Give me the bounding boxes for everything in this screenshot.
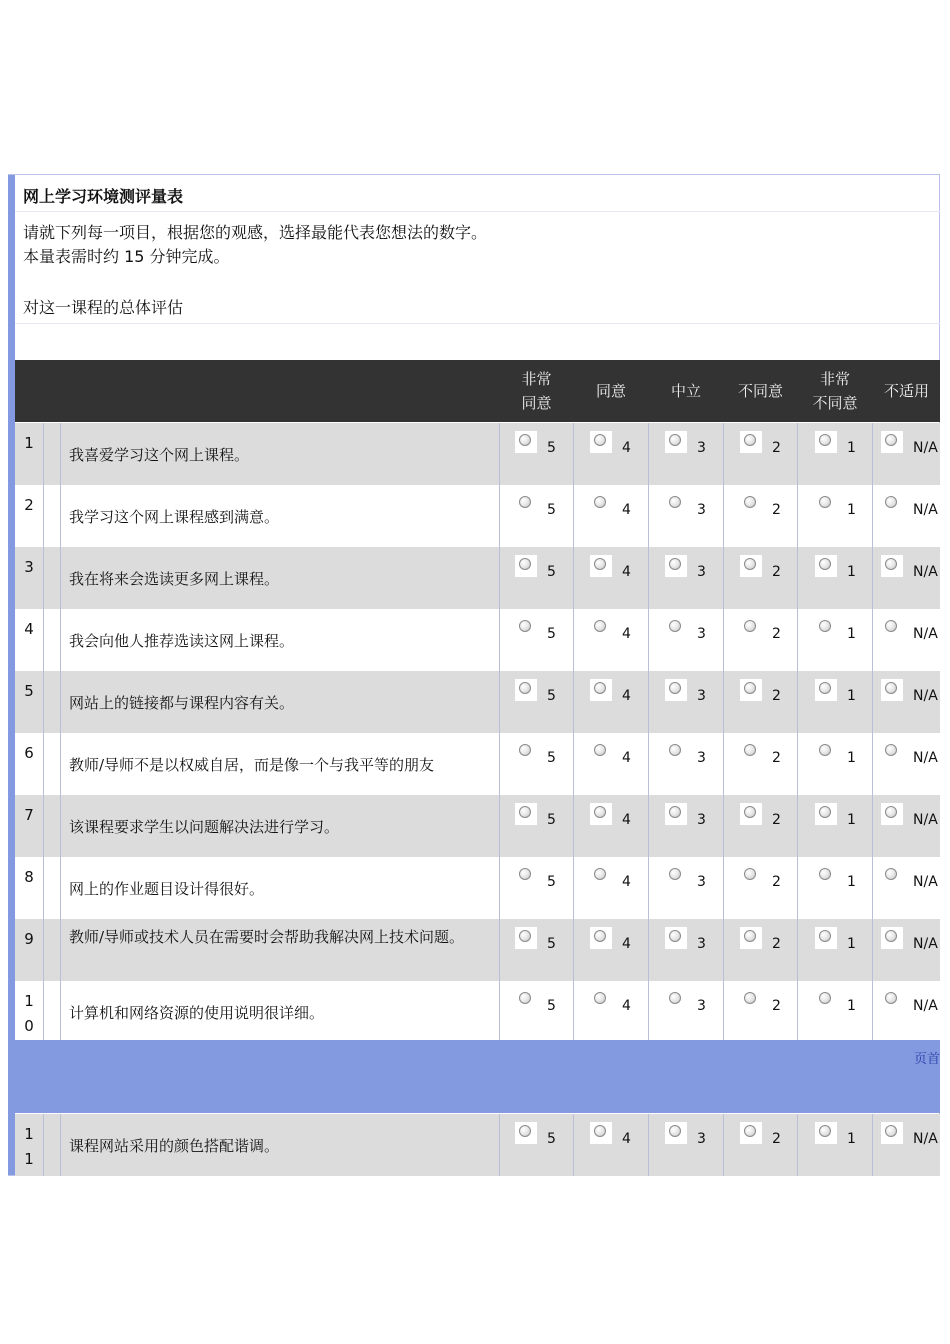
radio-button-icon[interactable] <box>594 806 606 818</box>
rating-option[interactable] <box>881 803 941 833</box>
rating-value-label: 5 <box>547 936 556 952</box>
rating-option[interactable] <box>515 989 575 1019</box>
column-divider <box>60 733 61 795</box>
column-divider <box>60 795 61 857</box>
radio-button-icon[interactable] <box>519 930 531 942</box>
rating-option[interactable] <box>740 865 800 895</box>
question-text: 网站上的链接都与课程内容有关。 <box>69 694 295 712</box>
rating-value-label: 5 <box>547 502 556 518</box>
column-divider <box>60 609 61 671</box>
radio-button-icon[interactable] <box>519 992 531 1004</box>
rating-option[interactable] <box>665 679 725 709</box>
column-divider <box>43 547 44 609</box>
rating-option[interactable] <box>815 679 875 709</box>
column-divider <box>499 609 500 671</box>
rating-value-label: 2 <box>772 502 781 518</box>
rating-value-label: 1 <box>847 440 856 456</box>
radio-button-icon[interactable] <box>669 868 681 880</box>
rating-value-label: 4 <box>622 440 631 456</box>
column-divider <box>499 733 500 795</box>
question-text: 教师/导师或技术人员在需要时会帮助我解决网上技术问题。 <box>69 928 465 946</box>
rating-value-label: 5 <box>547 1131 556 1147</box>
rating-value-label: N/A <box>913 502 938 518</box>
rating-option[interactable] <box>590 1122 650 1152</box>
column-divider <box>43 609 44 671</box>
rating-option[interactable] <box>590 555 650 585</box>
column-divider <box>60 423 61 485</box>
rating-value-label: 5 <box>547 688 556 704</box>
radio-button-icon[interactable] <box>519 744 531 756</box>
column-divider <box>43 1114 44 1176</box>
column-divider <box>499 423 500 485</box>
table-row <box>15 423 940 485</box>
column-divider <box>499 1114 500 1176</box>
radio-button-icon[interactable] <box>594 868 606 880</box>
radio-button-icon[interactable] <box>669 1125 681 1137</box>
radio-button-icon[interactable] <box>519 620 531 632</box>
rating-option[interactable] <box>881 679 941 709</box>
rating-value-label: N/A <box>913 936 938 952</box>
rating-value-label: 2 <box>772 750 781 766</box>
rating-option[interactable] <box>665 803 725 833</box>
radio-button-icon[interactable] <box>519 682 531 694</box>
radio-button-icon[interactable] <box>885 434 897 446</box>
radio-button-icon[interactable] <box>594 434 606 446</box>
rating-option[interactable] <box>815 989 875 1019</box>
table-row <box>15 795 940 857</box>
rating-value-label: 1 <box>847 626 856 642</box>
header-agree: 同意 <box>595 382 626 400</box>
rating-option[interactable] <box>515 865 575 895</box>
rating-value-label: 2 <box>772 1131 781 1147</box>
rating-option[interactable] <box>515 741 575 771</box>
header-disagree: 不同意 <box>737 382 783 400</box>
rating-value-label: 2 <box>772 440 781 456</box>
column-divider <box>43 919 44 981</box>
question-number: 4 <box>24 620 34 638</box>
question-text: 我会向他人推荐选读这网上课程。 <box>69 632 295 650</box>
rating-option[interactable] <box>590 617 650 647</box>
radio-button-icon[interactable] <box>519 806 531 818</box>
rating-value-label: 1 <box>847 874 856 890</box>
radio-button-icon[interactable] <box>885 620 897 632</box>
question-text: 我学习这个网上课程感到满意。 <box>69 508 280 526</box>
radio-button-icon[interactable] <box>594 496 606 508</box>
rating-option[interactable] <box>740 803 800 833</box>
rating-value-label: 4 <box>622 874 631 890</box>
rating-option[interactable] <box>881 865 941 895</box>
column-divider <box>60 981 61 1043</box>
intro-line-2: 本量表需时约 15 分钟完成。 <box>23 247 230 266</box>
radio-button-icon[interactable] <box>594 682 606 694</box>
column-divider <box>60 857 61 919</box>
radio-button-icon[interactable] <box>819 682 831 694</box>
rating-value-label: 4 <box>622 564 631 580</box>
rating-value-label: 2 <box>772 564 781 580</box>
rating-option[interactable] <box>590 865 650 895</box>
rating-option[interactable] <box>740 741 800 771</box>
column-divider <box>43 795 44 857</box>
header-strongly-agree: 非常 同意 <box>521 370 552 412</box>
radio-button-icon[interactable] <box>669 682 681 694</box>
rating-value-label: 4 <box>622 502 631 518</box>
rating-option[interactable] <box>665 1122 725 1152</box>
column-divider <box>499 857 500 919</box>
rating-option[interactable] <box>665 741 725 771</box>
rating-option[interactable] <box>740 989 800 1019</box>
rating-value-label: 4 <box>622 688 631 704</box>
divider <box>15 323 940 324</box>
header-strongly-disagree: 非常 不同意 <box>812 370 858 412</box>
rating-value-label: 4 <box>622 1131 631 1147</box>
rating-value-label: 3 <box>697 750 706 766</box>
rating-option[interactable] <box>590 741 650 771</box>
rating-option[interactable] <box>815 617 875 647</box>
rating-value-label: 3 <box>697 688 706 704</box>
rating-option[interactable] <box>665 865 725 895</box>
rating-option[interactable] <box>590 679 650 709</box>
rating-value-label: 3 <box>697 812 706 828</box>
rating-value-label: 4 <box>622 998 631 1014</box>
question-text: 该课程要求学生以问题解决法进行学习。 <box>69 818 340 836</box>
column-divider <box>60 547 61 609</box>
question-number: 5 <box>24 682 34 700</box>
radio-button-icon[interactable] <box>744 744 756 756</box>
rating-option[interactable] <box>515 555 575 585</box>
table-header <box>15 360 940 422</box>
question-text: 网上的作业题目设计得很好。 <box>69 880 265 898</box>
rating-option[interactable] <box>590 431 650 461</box>
rating-value-label: 5 <box>547 812 556 828</box>
rating-option[interactable] <box>515 493 575 523</box>
radio-button-icon[interactable] <box>519 1125 531 1137</box>
rating-value-label: N/A <box>913 440 938 456</box>
rating-value-label: 2 <box>772 874 781 890</box>
radio-button-icon[interactable] <box>594 930 606 942</box>
rating-option[interactable] <box>881 989 941 1019</box>
radio-button-icon[interactable] <box>885 930 897 942</box>
table-row <box>15 1114 940 1176</box>
rating-value-label: 4 <box>622 626 631 642</box>
rating-value-label: 1 <box>847 1131 856 1147</box>
question-number: 3 <box>24 558 34 576</box>
question-text: 我喜爱学习这个网上课程。 <box>69 446 250 464</box>
rating-option[interactable] <box>740 679 800 709</box>
rating-option[interactable] <box>815 741 875 771</box>
radio-button-icon[interactable] <box>819 992 831 1004</box>
header-not-applicable: 不适用 <box>883 382 929 400</box>
rating-value-label: 1 <box>847 936 856 952</box>
column-divider <box>43 423 44 485</box>
rating-value-label: 3 <box>697 998 706 1014</box>
rating-value-label: N/A <box>913 998 938 1014</box>
rating-option[interactable] <box>665 493 725 523</box>
table-row <box>15 919 940 981</box>
column-divider <box>499 485 500 547</box>
rating-option[interactable] <box>815 803 875 833</box>
question-number: 6 <box>24 744 34 762</box>
question-number: 1 <box>24 434 34 452</box>
rating-value-label: 5 <box>547 874 556 890</box>
question-number: 8 <box>24 868 34 886</box>
radio-button-icon[interactable] <box>669 496 681 508</box>
rating-option[interactable] <box>881 431 941 461</box>
radio-button-icon[interactable] <box>669 744 681 756</box>
radio-button-icon[interactable] <box>744 1125 756 1137</box>
question-text: 我在将来会选读更多网上课程。 <box>69 570 280 588</box>
rating-value-label: N/A <box>913 688 938 704</box>
rating-option[interactable] <box>515 1122 575 1152</box>
rating-option[interactable] <box>590 803 650 833</box>
rating-value-label: 3 <box>697 1131 706 1147</box>
rating-option[interactable] <box>881 741 941 771</box>
column-divider <box>43 733 44 795</box>
rating-value-label: N/A <box>913 564 938 580</box>
table-row <box>15 981 940 1043</box>
rating-option[interactable] <box>665 989 725 1019</box>
rating-option[interactable] <box>515 927 575 957</box>
rating-value-label: 1 <box>847 688 856 704</box>
table-row <box>15 485 940 547</box>
radio-button-icon[interactable] <box>669 558 681 570</box>
radio-button-icon[interactable] <box>885 992 897 1004</box>
rating-value-label: 3 <box>697 440 706 456</box>
rating-option[interactable] <box>665 617 725 647</box>
table-row <box>15 733 940 795</box>
rating-value-label: N/A <box>913 1131 938 1147</box>
rating-value-label: 2 <box>772 812 781 828</box>
column-divider <box>499 919 500 981</box>
rating-option[interactable] <box>881 555 941 585</box>
radio-button-icon[interactable] <box>744 992 756 1004</box>
intro-line-1: 请就下列每一项目，根据您的观感，选择最能代表您想法的数字。 <box>23 223 488 242</box>
rating-value-label: 3 <box>697 502 706 518</box>
radio-button-icon[interactable] <box>744 868 756 880</box>
rating-value-label: 5 <box>547 750 556 766</box>
radio-button-icon[interactable] <box>669 930 681 942</box>
table-row <box>15 609 940 671</box>
radio-button-icon[interactable] <box>819 868 831 880</box>
rating-value-label: 1 <box>847 564 856 580</box>
radio-button-icon[interactable] <box>744 496 756 508</box>
rating-value-label: 2 <box>772 626 781 642</box>
question-number: 7 <box>24 806 34 824</box>
column-divider <box>499 671 500 733</box>
column-divider <box>43 981 44 1043</box>
radio-button-icon[interactable] <box>885 558 897 570</box>
question-number: 2 <box>24 496 34 514</box>
rating-value-label: 3 <box>697 874 706 890</box>
radio-button-icon[interactable] <box>819 930 831 942</box>
column-divider <box>60 671 61 733</box>
radio-button-icon[interactable] <box>819 558 831 570</box>
rating-value-label: N/A <box>913 812 938 828</box>
rating-option[interactable] <box>815 865 875 895</box>
rating-option[interactable] <box>665 555 725 585</box>
radio-button-icon[interactable] <box>669 992 681 1004</box>
radio-button-icon[interactable] <box>819 620 831 632</box>
radio-button-icon[interactable] <box>519 868 531 880</box>
rating-value-label: 2 <box>772 998 781 1014</box>
divider <box>15 211 940 212</box>
rating-value-label: 4 <box>622 936 631 952</box>
rating-value-label: N/A <box>913 750 938 766</box>
radio-button-icon[interactable] <box>594 1125 606 1137</box>
rating-option[interactable] <box>740 555 800 585</box>
radio-button-icon[interactable] <box>669 434 681 446</box>
rating-option[interactable] <box>815 555 875 585</box>
radio-button-icon[interactable] <box>519 558 531 570</box>
radio-button-icon[interactable] <box>744 558 756 570</box>
radio-button-icon[interactable] <box>885 682 897 694</box>
rating-option[interactable] <box>665 431 725 461</box>
question-text: 课程网站采用的颜色搭配谐调。 <box>69 1137 280 1155</box>
rating-option[interactable] <box>881 493 941 523</box>
rating-option[interactable] <box>740 493 800 523</box>
radio-button-icon[interactable] <box>819 496 831 508</box>
radio-button-icon[interactable] <box>885 806 897 818</box>
question-number: 10 <box>24 992 34 1035</box>
radio-button-icon[interactable] <box>594 992 606 1004</box>
rating-option[interactable] <box>881 1122 941 1152</box>
radio-button-icon[interactable] <box>744 806 756 818</box>
radio-button-icon[interactable] <box>519 496 531 508</box>
rating-value-label: N/A <box>913 874 938 890</box>
rating-value-label: 2 <box>772 688 781 704</box>
rating-option[interactable] <box>815 431 875 461</box>
table-row <box>15 857 940 919</box>
header-num-cell <box>15 360 43 422</box>
rating-value-label: 5 <box>547 440 556 456</box>
rating-value-label: 5 <box>547 998 556 1014</box>
column-divider <box>60 919 61 981</box>
column-divider <box>499 795 500 857</box>
table-row <box>15 671 940 733</box>
rating-option[interactable] <box>515 803 575 833</box>
radio-button-icon[interactable] <box>885 744 897 756</box>
rating-option[interactable] <box>515 431 575 461</box>
radio-button-icon[interactable] <box>819 806 831 818</box>
rating-option[interactable] <box>740 927 800 957</box>
question-text: 计算机和网络资源的使用说明很详细。 <box>69 1004 325 1022</box>
radio-button-icon[interactable] <box>819 1125 831 1137</box>
radio-button-icon[interactable] <box>885 868 897 880</box>
rating-value-label: 1 <box>847 998 856 1014</box>
rating-option[interactable] <box>515 679 575 709</box>
column-divider <box>499 547 500 609</box>
column-divider <box>43 857 44 919</box>
radio-button-icon[interactable] <box>594 558 606 570</box>
column-divider <box>499 981 500 1043</box>
rating-option[interactable] <box>881 617 941 647</box>
rating-option[interactable] <box>740 617 800 647</box>
rating-option[interactable] <box>815 493 875 523</box>
column-divider <box>60 1114 61 1176</box>
radio-button-icon[interactable] <box>819 434 831 446</box>
radio-button-icon[interactable] <box>744 930 756 942</box>
rating-value-label: 5 <box>547 564 556 580</box>
rating-value-label: 4 <box>622 812 631 828</box>
radio-button-icon[interactable] <box>519 434 531 446</box>
radio-button-icon[interactable] <box>669 806 681 818</box>
radio-button-icon[interactable] <box>744 434 756 446</box>
question-number: 9 <box>24 930 34 948</box>
survey-title: 网上学习环境测评量表 <box>23 187 184 206</box>
rating-option[interactable] <box>740 1122 800 1152</box>
survey-intro <box>23 221 487 269</box>
rating-value-label: N/A <box>913 626 938 642</box>
column-divider <box>43 485 44 547</box>
header-question-cell <box>61 360 499 422</box>
rating-option[interactable] <box>590 989 650 1019</box>
column-divider <box>43 671 44 733</box>
rating-value-label: 3 <box>697 936 706 952</box>
section-title: 对这一课程的总体评估 <box>23 298 184 317</box>
rating-value-label: 5 <box>547 626 556 642</box>
radio-button-icon[interactable] <box>744 620 756 632</box>
table-row <box>15 547 940 609</box>
rating-option[interactable] <box>590 927 650 957</box>
header-blank-cell <box>44 360 60 422</box>
rating-value-label: 3 <box>697 626 706 642</box>
radio-button-icon[interactable] <box>819 744 831 756</box>
radio-button-icon[interactable] <box>594 744 606 756</box>
column-divider <box>60 485 61 547</box>
rating-value-label: 2 <box>772 936 781 952</box>
rating-value-label: 4 <box>622 750 631 766</box>
rating-value-label: 3 <box>697 564 706 580</box>
radio-button-icon[interactable] <box>744 682 756 694</box>
rating-value-label: 1 <box>847 750 856 766</box>
rating-option[interactable] <box>590 493 650 523</box>
radio-button-icon[interactable] <box>885 496 897 508</box>
rating-option[interactable] <box>740 431 800 461</box>
page-break-band <box>15 1040 940 1113</box>
rating-option[interactable] <box>881 927 941 957</box>
question-number: 11 <box>24 1125 34 1168</box>
back-to-top-link[interactable]: 页首 <box>913 1052 940 1067</box>
rating-option[interactable] <box>515 617 575 647</box>
radio-button-icon[interactable] <box>885 1125 897 1137</box>
question-text: 教师/导师不是以权威自居，而是像一个与我平等的朋友 <box>69 756 435 774</box>
radio-button-icon[interactable] <box>669 620 681 632</box>
rating-option[interactable] <box>815 927 875 957</box>
rating-option[interactable] <box>665 927 725 957</box>
rating-value-label: 1 <box>847 812 856 828</box>
radio-button-icon[interactable] <box>594 620 606 632</box>
rating-option[interactable] <box>815 1122 875 1152</box>
header-neutral: 中立 <box>670 382 701 400</box>
rating-value-label: 1 <box>847 502 856 518</box>
